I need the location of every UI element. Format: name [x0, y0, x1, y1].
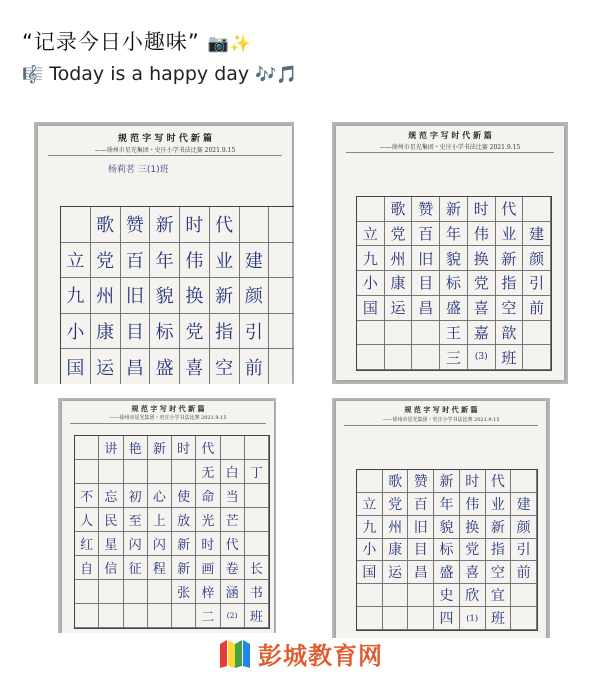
grid-cell: 星 — [99, 532, 123, 556]
grid-cell: 党 — [468, 271, 496, 296]
grid-cell: 喜 — [180, 349, 210, 384]
grid-cell: 至 — [124, 508, 148, 532]
paper-title: 规 范 字 写 时 代 新 篇 — [118, 134, 212, 144]
grid-cell: 换 — [460, 516, 486, 539]
music-notes-icon: 🎶🎵 — [255, 65, 298, 85]
paper-sheet — [336, 401, 546, 638]
grid-cell: 盛 — [434, 561, 460, 584]
grid-cell: 史 — [434, 584, 460, 607]
grid-cell — [99, 580, 123, 604]
grid-cell: 班 — [245, 604, 269, 628]
grid-cell: 旧 — [408, 516, 434, 539]
grid-cell — [172, 460, 196, 484]
grid-cell: 国 — [357, 296, 385, 321]
grid-cell: 指 — [496, 271, 524, 296]
grid-cell: 新 — [496, 246, 524, 271]
photo-3[interactable] — [58, 398, 276, 633]
grid-cell: 闪 — [124, 532, 148, 556]
grid-cell — [99, 604, 123, 628]
post-caption-subtitle — [22, 63, 298, 85]
music-score-icon: 🎼 — [22, 65, 44, 85]
grid-cell: 业 — [496, 222, 524, 247]
grid-cell: 党 — [180, 314, 210, 350]
writing-grid — [356, 196, 552, 371]
grid-cell — [269, 207, 294, 243]
grid-cell: (3) — [468, 345, 496, 370]
grid-cell: 红 — [75, 532, 99, 556]
grid-cell — [357, 197, 385, 222]
grid-cell — [124, 604, 148, 628]
grid-cell: 州 — [91, 278, 121, 314]
grid-cell: 颜 — [240, 278, 270, 314]
post-caption-title — [22, 26, 252, 56]
grid-cell — [148, 460, 172, 484]
caption-title-text: “记录今日小趣味” — [22, 30, 200, 54]
grid-cell: 运 — [91, 349, 121, 384]
grid-cell — [245, 484, 269, 508]
grid-cell: 伟 — [460, 493, 486, 516]
grid-cell: 昌 — [412, 296, 440, 321]
grid-cell: 业 — [210, 243, 240, 279]
grid-cell: 空 — [210, 349, 240, 384]
grid-cell: 年 — [434, 493, 460, 516]
student-name: 杨莉茗 三(1)班 — [108, 165, 169, 175]
grid-cell — [523, 345, 551, 370]
grid-cell: 代 — [210, 207, 240, 243]
grid-cell: 闪 — [148, 532, 172, 556]
grid-cell: 小 — [357, 271, 385, 296]
grid-cell: 班 — [496, 345, 524, 370]
grid-cell: 时 — [180, 207, 210, 243]
grid-cell: 欣 — [460, 584, 486, 607]
grid-cell: 忘 — [99, 484, 123, 508]
grid-cell: 小 — [61, 314, 91, 350]
grid-cell: 芒 — [221, 508, 245, 532]
header-rule — [346, 152, 554, 153]
grid-cell — [75, 604, 99, 628]
grid-cell: 王 — [440, 321, 468, 346]
grid-cell — [61, 207, 91, 243]
grid-cell: 旧 — [121, 278, 151, 314]
grid-cell: 征 — [124, 556, 148, 580]
paper-subtitle: ——徐州市星光集团・史庄小学书法比赛 2021.9.15 — [379, 144, 521, 151]
header-rule — [48, 155, 282, 156]
paper-subtitle: ——徐州市星光集团・史庄小学书法比赛 2021.9.15 — [109, 415, 227, 421]
grid-cell: 州 — [385, 246, 413, 271]
grid-cell — [357, 470, 383, 493]
grid-cell — [383, 607, 409, 630]
grid-cell: 立 — [357, 222, 385, 247]
grid-cell: 建 — [240, 243, 270, 279]
grid-cell: 引 — [240, 314, 270, 350]
grid-cell — [385, 321, 413, 346]
grid-cell: 小 — [357, 539, 383, 562]
grid-cell: 自 — [75, 556, 99, 580]
grid-cell: 张 — [172, 580, 196, 604]
grid-cell: 新 — [148, 436, 172, 460]
grid-cell — [172, 604, 196, 628]
grid-cell: (1) — [460, 607, 486, 630]
grid-cell: 九 — [357, 516, 383, 539]
grid-cell: 赞 — [121, 207, 151, 243]
grid-cell: 歌 — [91, 207, 121, 243]
grid-cell: 白 — [221, 460, 245, 484]
grid-cell: 使 — [172, 484, 196, 508]
grid-cell: 画 — [196, 556, 220, 580]
grid-cell: 换 — [180, 278, 210, 314]
grid-cell — [245, 508, 269, 532]
grid-cell — [357, 584, 383, 607]
grid-cell: 新 — [486, 516, 512, 539]
paper-sheet — [38, 126, 292, 384]
grid-cell: 前 — [511, 561, 537, 584]
grid-cell: 貌 — [150, 278, 180, 314]
grid-cell: 代 — [221, 532, 245, 556]
grid-cell — [357, 321, 385, 346]
grid-cell — [408, 607, 434, 630]
grid-cell: 无 — [196, 460, 220, 484]
writing-grid — [60, 206, 294, 384]
grid-cell: 党 — [91, 243, 121, 279]
grid-cell: 貌 — [440, 246, 468, 271]
grid-cell: 涵 — [221, 580, 245, 604]
grid-cell: 标 — [434, 539, 460, 562]
grid-cell: 国 — [357, 561, 383, 584]
grid-cell — [124, 460, 148, 484]
grid-cell: 歌 — [385, 197, 413, 222]
grid-cell: 艳 — [124, 436, 148, 460]
grid-cell: 业 — [486, 493, 512, 516]
grid-cell — [75, 580, 99, 604]
grid-cell: 不 — [75, 484, 99, 508]
grid-cell — [245, 532, 269, 556]
grid-cell: 昌 — [121, 349, 151, 384]
grid-cell: 空 — [496, 296, 524, 321]
grid-cell: 喜 — [468, 296, 496, 321]
grid-cell — [511, 584, 537, 607]
grid-cell: 建 — [511, 493, 537, 516]
writing-grid — [74, 435, 270, 629]
grid-cell: 丁 — [245, 460, 269, 484]
grid-cell: 伟 — [180, 243, 210, 279]
grid-cell — [269, 243, 294, 279]
grid-cell: 嘉 — [468, 321, 496, 346]
grid-cell — [383, 584, 409, 607]
paper-subtitle: ——徐州市星光集团・史庄小学书法比赛 2021.9.15 — [382, 417, 500, 423]
grid-cell: 三 — [440, 345, 468, 370]
grid-cell: 运 — [383, 561, 409, 584]
grid-cell: 颜 — [511, 516, 537, 539]
grid-cell: 九 — [61, 278, 91, 314]
paper-title: 规 范 字 写 时 代 新 篇 — [408, 130, 492, 140]
books-logo-icon — [218, 638, 252, 670]
grid-cell: 康 — [385, 271, 413, 296]
grid-cell — [523, 197, 551, 222]
grid-cell — [148, 604, 172, 628]
grid-cell: 伟 — [468, 222, 496, 247]
grid-cell: 康 — [91, 314, 121, 350]
grid-cell: 歌 — [383, 470, 409, 493]
grid-cell: 换 — [468, 246, 496, 271]
grid-cell: 引 — [511, 539, 537, 562]
grid-cell: 盛 — [150, 349, 180, 384]
grid-cell: 时 — [460, 470, 486, 493]
grid-cell — [269, 314, 294, 350]
grid-cell: 颜 — [523, 246, 551, 271]
grid-cell: 新 — [440, 197, 468, 222]
grid-cell: 州 — [383, 516, 409, 539]
grid-cell: 目 — [121, 314, 151, 350]
grid-cell — [412, 321, 440, 346]
grid-cell — [511, 607, 537, 630]
grid-cell: 时 — [196, 532, 220, 556]
grid-cell: 九 — [357, 246, 385, 271]
grid-cell: 前 — [240, 349, 270, 384]
grid-cell: 书 — [245, 580, 269, 604]
grid-cell: 立 — [61, 243, 91, 279]
grid-cell — [385, 345, 413, 370]
grid-cell: 指 — [486, 539, 512, 562]
photo-2[interactable] — [332, 122, 568, 384]
grid-cell: 旧 — [412, 246, 440, 271]
paper-sheet — [336, 126, 564, 380]
grid-cell: 时 — [172, 436, 196, 460]
grid-cell: 讲 — [99, 436, 123, 460]
grid-cell: 立 — [357, 493, 383, 516]
grid-cell: 标 — [440, 271, 468, 296]
grid-cell — [75, 436, 99, 460]
grid-cell: 年 — [440, 222, 468, 247]
grid-cell — [245, 436, 269, 460]
grid-cell: 民 — [99, 508, 123, 532]
grid-cell: 赞 — [408, 470, 434, 493]
grid-cell — [148, 580, 172, 604]
grid-cell: 初 — [124, 484, 148, 508]
grid-cell — [75, 460, 99, 484]
grid-cell: 梓 — [196, 580, 220, 604]
grid-cell: 上 — [148, 508, 172, 532]
grid-cell: 目 — [412, 271, 440, 296]
grid-cell: 代 — [486, 470, 512, 493]
grid-cell: 国 — [61, 349, 91, 384]
grid-cell: 班 — [486, 607, 512, 630]
camera-sparkle-icon: 📷✨ — [207, 34, 252, 54]
grid-cell: 貌 — [434, 516, 460, 539]
grid-cell: 党 — [385, 222, 413, 247]
grid-cell: 长 — [245, 556, 269, 580]
writing-grid — [356, 469, 538, 631]
grid-cell — [269, 278, 294, 314]
grid-cell: 四 — [434, 607, 460, 630]
grid-cell — [221, 436, 245, 460]
grid-cell: 运 — [385, 296, 413, 321]
grid-cell: 百 — [121, 243, 151, 279]
grid-cell — [408, 584, 434, 607]
grid-cell: 引 — [523, 271, 551, 296]
grid-cell: 代 — [196, 436, 220, 460]
grid-cell: 人 — [75, 508, 99, 532]
grid-cell: 党 — [460, 539, 486, 562]
grid-cell: 宜 — [486, 584, 512, 607]
paper-subtitle: ——徐州市星光集团・史庄小学书法比赛 2021.9.15 — [94, 147, 236, 154]
paper-title: 规 范 字 写 时 代 新 篇 — [131, 404, 205, 413]
grid-cell: 放 — [172, 508, 196, 532]
grid-cell: 前 — [523, 296, 551, 321]
grid-cell: 光 — [196, 508, 220, 532]
grid-cell — [511, 470, 537, 493]
grid-cell: 百 — [412, 222, 440, 247]
site-watermark-logo — [218, 634, 386, 674]
grid-cell: 新 — [434, 470, 460, 493]
grid-cell: 新 — [150, 207, 180, 243]
grid-cell: 程 — [148, 556, 172, 580]
grid-cell — [523, 321, 551, 346]
grid-cell: 歆 — [496, 321, 524, 346]
grid-cell: 心 — [148, 484, 172, 508]
photo-4[interactable] — [332, 398, 550, 638]
grid-cell: 空 — [486, 561, 512, 584]
grid-cell — [357, 607, 383, 630]
grid-cell: 新 — [172, 532, 196, 556]
watermark-text: 彭城教育网 — [258, 642, 383, 670]
paper-sheet — [62, 401, 274, 633]
grid-cell: 标 — [150, 314, 180, 350]
caption-sub-text: Today is a happy day — [49, 63, 250, 85]
grid-cell: (2) — [221, 604, 245, 628]
grid-cell: 康 — [383, 539, 409, 562]
grid-cell: 党 — [383, 493, 409, 516]
grid-cell — [269, 349, 294, 384]
grid-cell: 昌 — [408, 561, 434, 584]
grid-cell — [99, 460, 123, 484]
grid-cell: 当 — [221, 484, 245, 508]
grid-cell: 盛 — [440, 296, 468, 321]
header-rule — [344, 425, 538, 426]
grid-cell: 卷 — [221, 556, 245, 580]
grid-cell: 新 — [210, 278, 240, 314]
photo-1[interactable] — [34, 122, 294, 384]
header-rule — [70, 423, 266, 424]
grid-cell: 目 — [408, 539, 434, 562]
grid-cell: 新 — [172, 556, 196, 580]
grid-cell: 喜 — [460, 561, 486, 584]
grid-cell — [240, 207, 270, 243]
grid-cell: 信 — [99, 556, 123, 580]
grid-cell: 年 — [150, 243, 180, 279]
grid-cell — [124, 580, 148, 604]
grid-cell — [412, 345, 440, 370]
grid-cell: 建 — [523, 222, 551, 247]
grid-cell: 赞 — [412, 197, 440, 222]
grid-cell: 命 — [196, 484, 220, 508]
grid-cell: 代 — [496, 197, 524, 222]
grid-cell: 二 — [196, 604, 220, 628]
grid-cell: 百 — [408, 493, 434, 516]
paper-title: 规 范 字 写 时 代 新 篇 — [404, 405, 478, 414]
grid-cell: 指 — [210, 314, 240, 350]
grid-cell: 时 — [468, 197, 496, 222]
grid-cell — [357, 345, 385, 370]
